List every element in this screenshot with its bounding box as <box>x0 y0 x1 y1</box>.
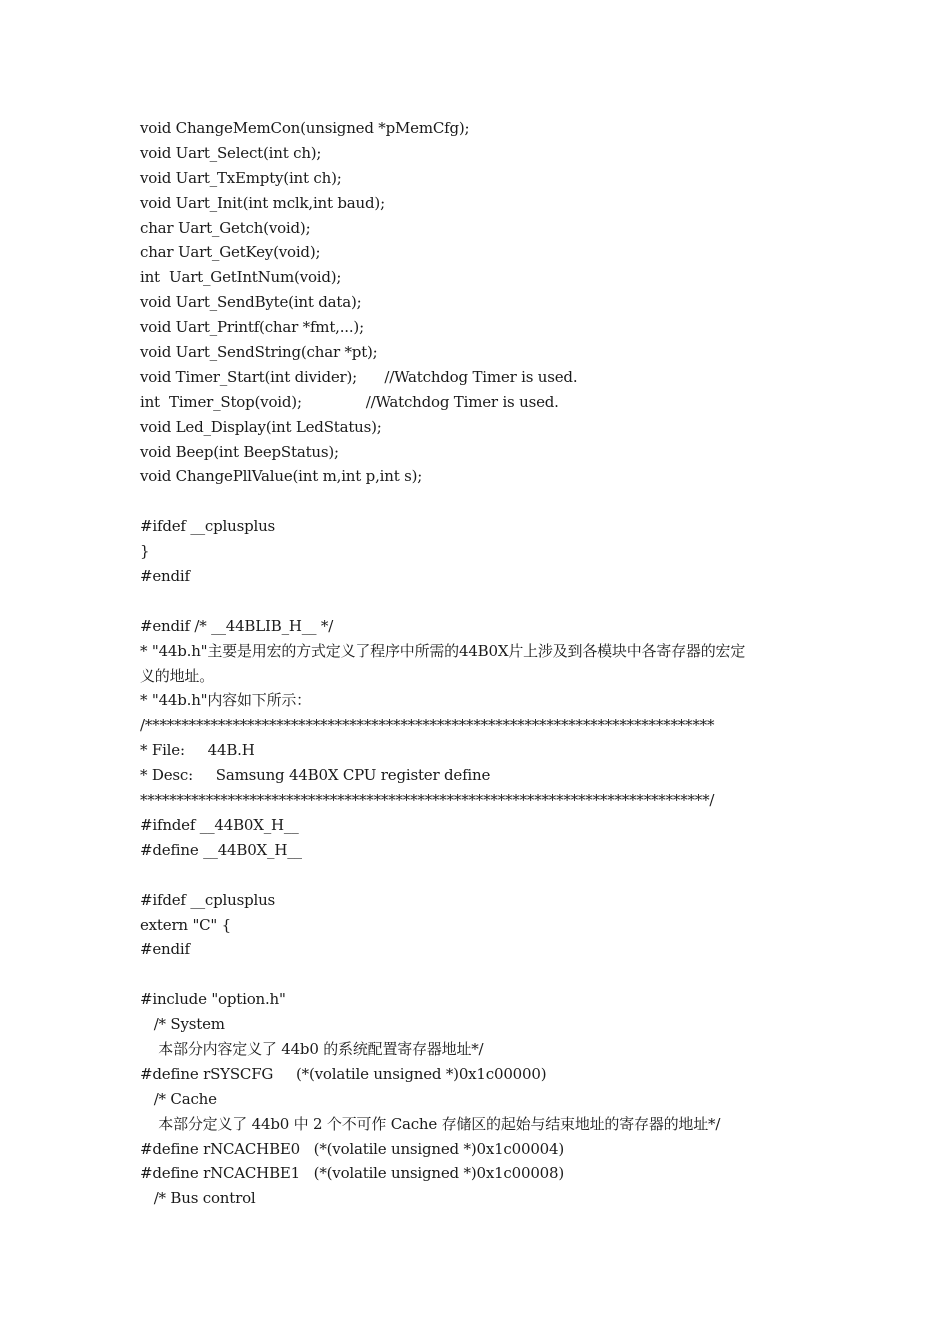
code-line: #ifdef __cplusplus <box>140 517 276 536</box>
code-line: /* System <box>140 1015 225 1034</box>
code-line: void Beep(int BeepStatus); <box>140 442 339 461</box>
code-line: extern "C" { <box>140 915 232 934</box>
code-line: #endif <box>140 567 190 586</box>
code-line: /* Bus control <box>140 1189 256 1208</box>
description-line: * "44b.h"主要是用宏的方式定义了程序中所需的44B0X片上涉及到各模块中各寄存器的宏定 <box>140 641 746 660</box>
code-line: #define __44B0X_H__ <box>140 840 302 859</box>
description-line: 本部分定义了 44b0 中 2 个不可作 Cache 存储区的起始与结束地址的寄存器的地址*/ <box>140 1114 721 1133</box>
code-line: #define rSYSCFG (*(volatile unsigned *)0x1c00000) <box>140 1064 547 1083</box>
code-line: #define rNCACHBE0 (*(volatile unsigned *)0x1c00004) <box>140 1139 564 1158</box>
code-line: void ChangeMemCon(unsigned *pMemCfg); <box>140 119 470 137</box>
code-line: * File: 44B.H <box>140 741 255 760</box>
code-line: void Uart_Select(int ch); <box>140 143 322 162</box>
blank-line <box>140 962 830 987</box>
code-line: char Uart_GetKey(void); <box>140 243 321 262</box>
comment-border-line: ******************************************************************************/ <box>140 791 715 810</box>
code-line: #include "option.h" <box>140 990 286 1009</box>
code-line: void Timer_Start(int divider); //Watchdog Timer is used. <box>140 367 578 386</box>
code-line: void Uart_Printf(char *fmt,...); <box>140 318 364 337</box>
blank-line <box>140 589 830 614</box>
code-line: void Uart_SendString(char *pt); <box>140 343 378 362</box>
comment-border-line: /****************************************************************************** <box>140 716 715 735</box>
code-line: #define rNCACHBE1 (*(volatile unsigned *)0x1c00008) <box>140 1164 564 1183</box>
code-line: #ifndef __44B0X_H__ <box>140 815 299 834</box>
code-line: /* Cache <box>140 1089 217 1108</box>
code-line: int Uart_GetIntNum(void); <box>140 268 342 287</box>
code-line: #endif /* __44BLIB_H__ */ <box>140 616 334 635</box>
description-line: * "44b.h"内容如下所示： <box>140 691 311 710</box>
blank-line <box>140 863 830 888</box>
blank-line <box>140 489 830 514</box>
code-line: #ifdef __cplusplus <box>140 890 276 909</box>
code-line: #endif <box>140 940 190 959</box>
code-line: void Uart_SendByte(int data); <box>140 293 362 312</box>
code-line: } <box>140 542 150 561</box>
code-line: void Led_Display(int LedStatus); <box>140 417 382 436</box>
description-line: 本部分内容定义了 44b0 的系统配置寄存器地址*/ <box>140 1039 484 1058</box>
description-line: 义的地址。 <box>140 666 215 685</box>
document-page <box>140 116 830 1211</box>
code-line: void Uart_Init(int mclk,int baud); <box>140 193 385 212</box>
code-line: int Timer_Stop(void); //Watchdog Timer is used. <box>140 392 559 411</box>
code-line: char Uart_Getch(void); <box>140 218 311 237</box>
code-line: void ChangePllValue(int m,int p,int s); <box>140 467 423 486</box>
code-line: * Desc: Samsung 44B0X CPU register define <box>140 766 491 785</box>
code-line: void Uart_TxEmpty(int ch); <box>140 168 342 187</box>
